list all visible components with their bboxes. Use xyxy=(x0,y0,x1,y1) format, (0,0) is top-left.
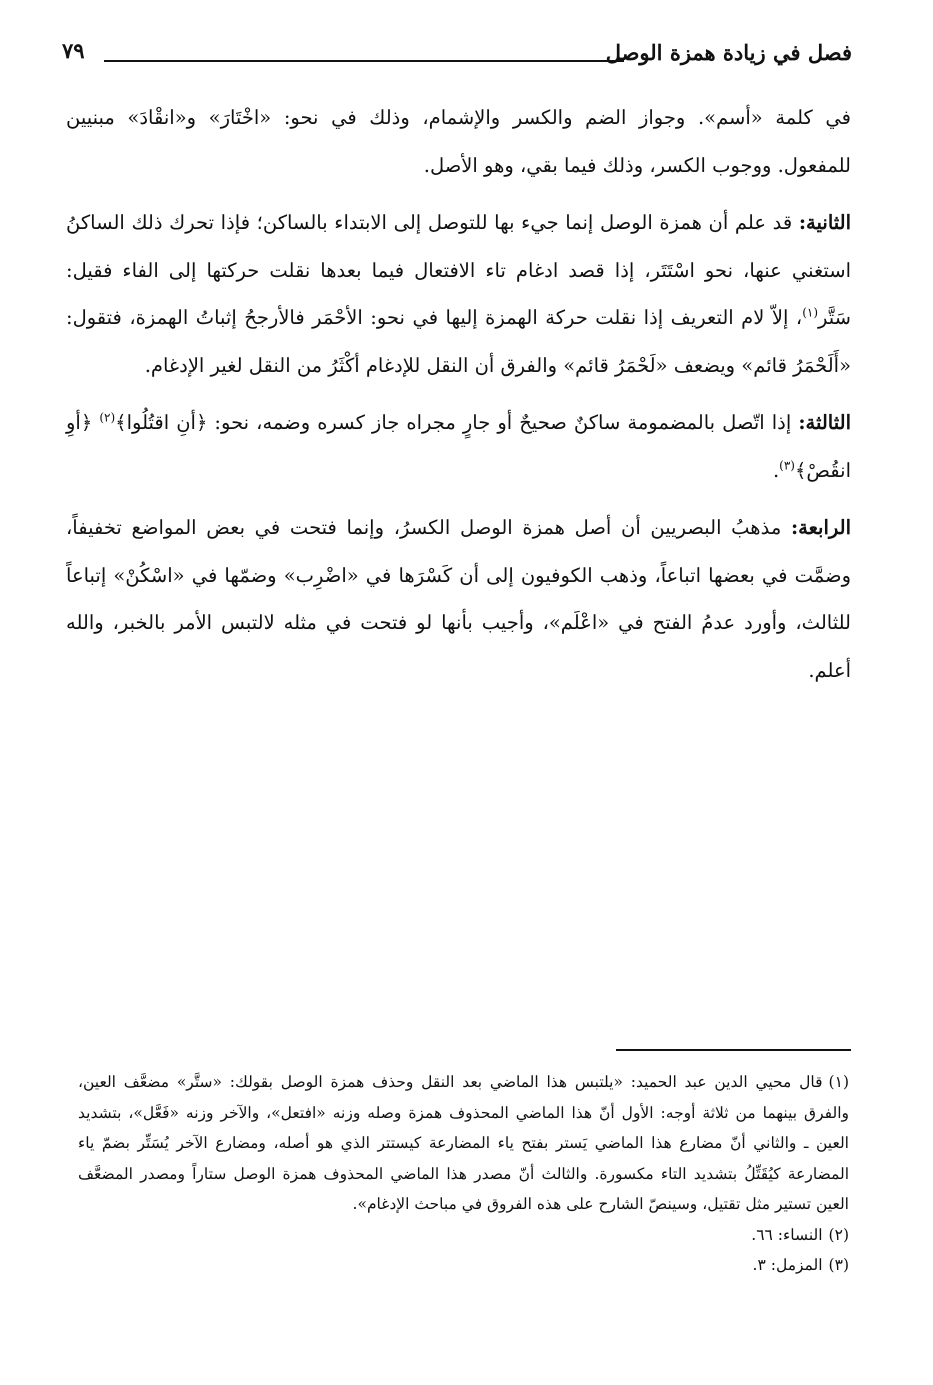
footnotes xyxy=(78,1067,849,1281)
paragraph-lead: الثالثة: xyxy=(798,411,851,434)
paragraph-text: في كلمة «أسم». وجواز الضم والكسر والإشمام، وذلك في نحو: «اخْتَارَ» و«انقْادَ» مبنيين للمفعول. ووجوب الكسر، وذلك فيما بقي، وهو الأصل. xyxy=(66,106,851,177)
footnote-text: قال محيي الدين عبد الحميد: «يلتبس هذا الماضي بعد النقل وحذف همزة الوصل بقولك: «ستَّر» مضعَّف العين، والفرق بينهما من ثلاثة أوجه: الأول أنّ هذا الماضي المحذوف همزة وصله وزنه «افتعل»، والآخر وزنه «فَعَّل»، بتشديد العين ـ والثاني أنّ مضارع هذا الماضي يَستر بفتح ياء المضارعة كيستتر الذي هو أصله، ومضارع الآخر يُسَتِّر بضمّ ياء المضارعة كيُقَتِّلُ بتشديد التاء مكسورة. والثالث أنّ مصدر هذا الماضي المحذوف همزة الوصل ستاراً ومصدر المضعَّف العين تستير مثل تقتيل، وسينصّ الشارح على هذه الفروق في مباحث الإدغام». xyxy=(78,1073,849,1213)
footnote-text: النساء: ٦٦. xyxy=(751,1225,823,1244)
paragraph-text: . xyxy=(772,458,780,482)
footnote-ref: (٣) xyxy=(779,458,795,472)
footnote-ref: (٢) xyxy=(99,410,116,425)
footnote-text: المزمل: ٣. xyxy=(752,1256,823,1274)
footnote xyxy=(78,1067,849,1220)
footnote xyxy=(78,1250,849,1281)
footnote-rule xyxy=(616,1049,851,1051)
paragraph-text: مذهبُ البصريين أن أصل همزة الوصل الكسرُ، وإنما فتحت في بعض المواضع تخفيفاً، وضمَّت في بعضها اتباعاً، وذهب الكوفيون إلى أن كَسْرَها في «اضْرِب» وضمّها في «اسْكُنْ» إتباعاً للثالث، وأورد عدمُ الفتح في «اعْلَم»، وأجيب بأنها لو فتحت في مثله لالتبس الأمر بالخبر، والله أعلم. xyxy=(66,516,851,682)
paragraph-continuation xyxy=(66,94,851,189)
footnote-number: (٣) xyxy=(828,1256,849,1274)
paragraph-lead: الثانية: xyxy=(798,211,852,234)
page-header xyxy=(62,34,852,82)
paragraph-fourth xyxy=(66,504,851,694)
main-text xyxy=(66,94,851,704)
paragraph-second xyxy=(66,199,851,389)
paragraph-lead: الرابعة: xyxy=(790,516,851,539)
paragraph-text: ، إلاّ لام التعريف إذا نقلت حركة الهمزة إليها في نحو: الأحْمَر فالأرجحُ إثباتُ الهمزة، فتقول: «أَلَحْمَرُ قائم» ويضعف «لَحْمَرُ قائم» والفرق أن النقل للإدغام أكْثَرُ من النقل لغير الإدغام. xyxy=(66,306,851,377)
paragraph-third xyxy=(66,399,851,494)
paragraph-text: قد علم أن همزة الوصل إنما جيء بها للتوصل إلى الابتداء بالساكن؛ فإذا تحرك ذلك الساكنُ استغني عنها، نحو اسْتَتَر، إذا قصد ادغام تاء الافتعال فيما بعدها نقلت حركتها إلى الفاء فقيل: سَتَّر xyxy=(66,211,851,329)
footnote-number: (٢) xyxy=(828,1225,849,1244)
footnote-ref: (١) xyxy=(802,305,819,320)
header-rule xyxy=(104,60,624,62)
paragraph-text: ﴿أوِ انقُصْ﴾ xyxy=(66,411,851,482)
paragraph-text: إذا اتّصل بالمضمومة ساكنٌ صحيحٌ أو جارٍ مجراه جاز كسره وضمه، نحو: ﴿أنِ اقتُلُوا﴾ xyxy=(115,411,792,434)
footnote xyxy=(78,1220,849,1251)
running-head: فصل في زيادة همزة الوصل xyxy=(605,40,852,65)
page-number: ٧٩ xyxy=(62,38,85,63)
footnote-number: (١) xyxy=(828,1073,849,1091)
